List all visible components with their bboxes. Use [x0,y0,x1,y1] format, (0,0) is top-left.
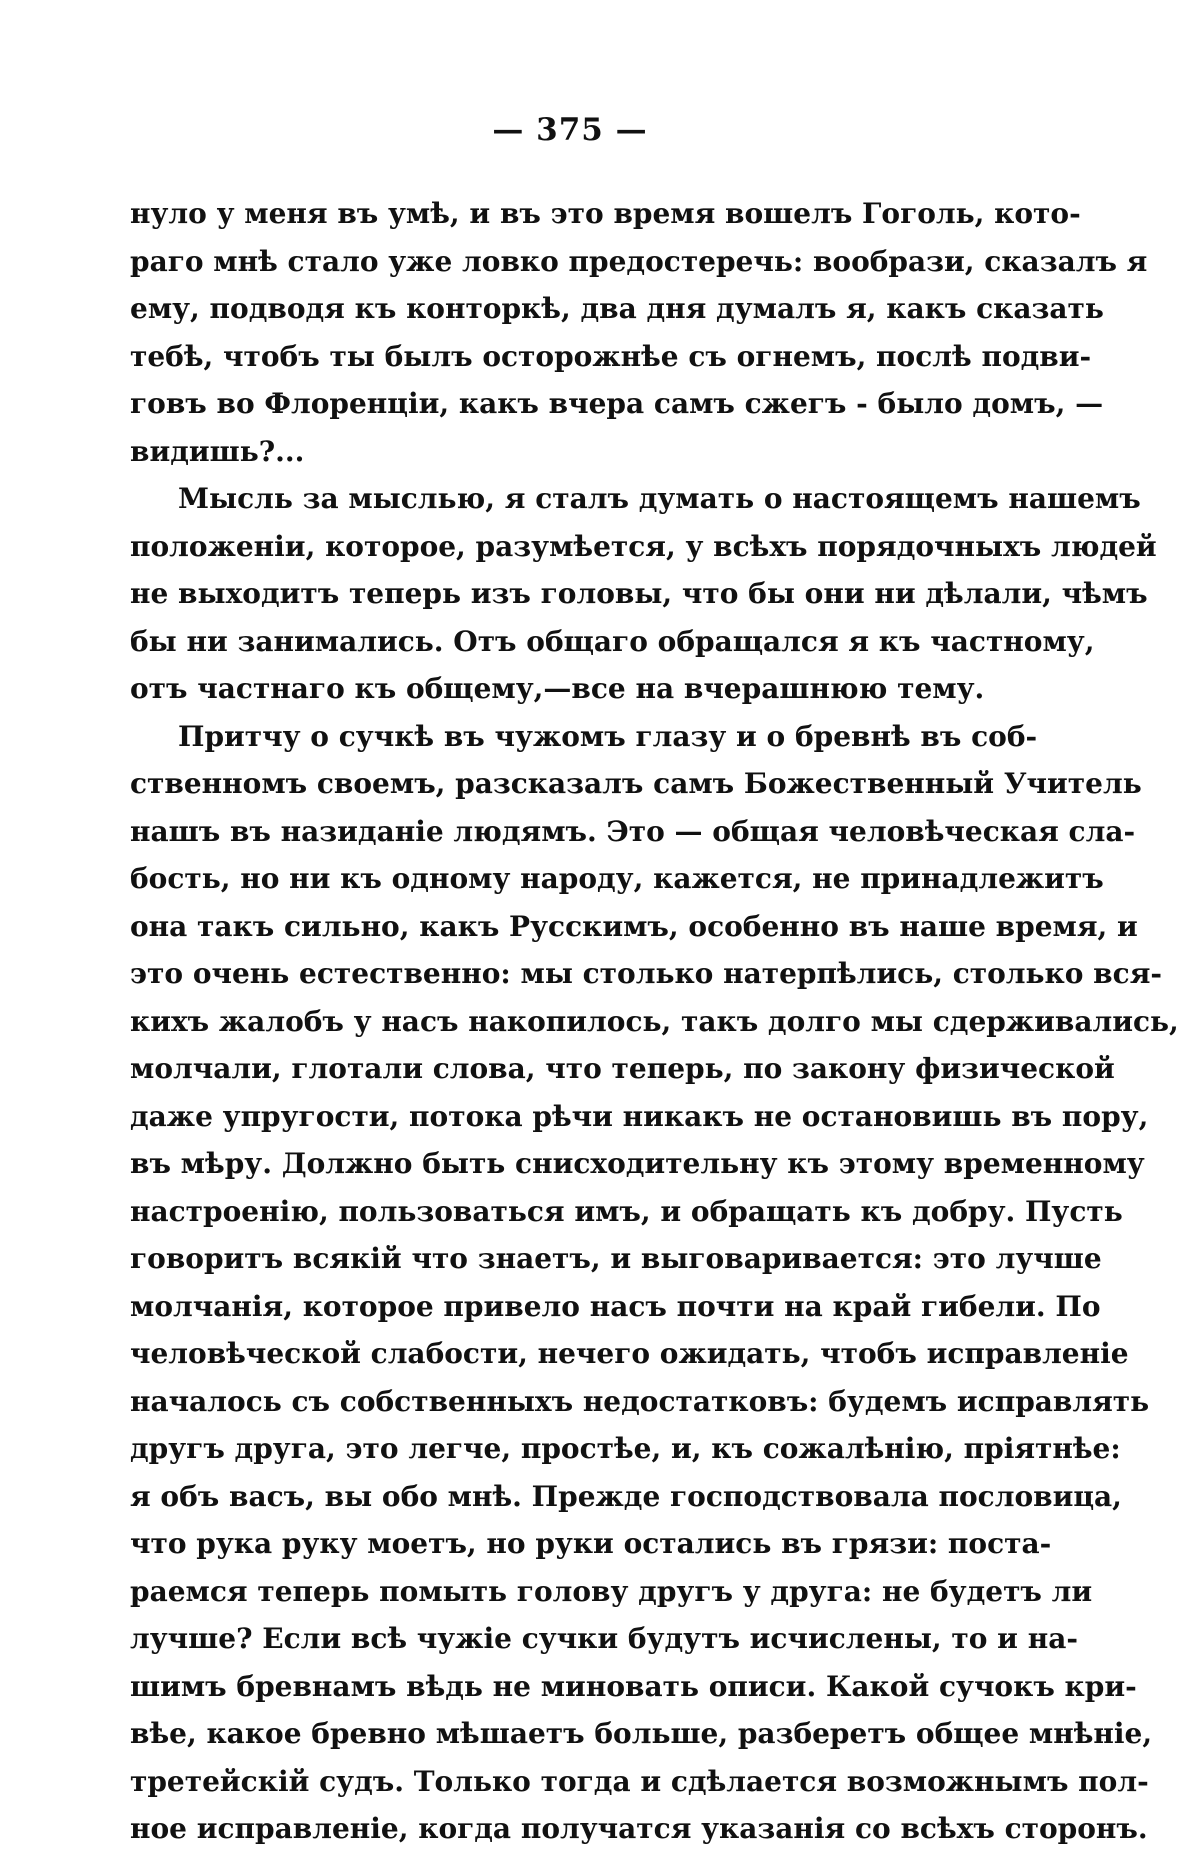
text-line: началось съ собственныхъ недостатковъ: будемъ исправлять [130,1384,1150,1418]
text-line: въ мѣру. Должно быть снисходительну къ этому временному [130,1147,1145,1180]
text-line: настроенію, пользоваться имъ, и обращать къ добру. Пусть [130,1194,1123,1228]
text-line: не выходитъ теперь изъ головы, что бы они ни дѣлали, чѣмъ [130,577,1148,610]
text-line: бы ни занимались. Отъ общаго обращался я къ частному, [130,624,1095,658]
text-line: положеніи, которое, разумѣется, у всѣхъ порядочныхъ людей [130,529,1157,563]
text-line: раемся теперь помыть голову другъ у друга: не будетъ ли [130,1574,1093,1608]
text-line: ное исправленіе, когда получатся указанія со всѣхъ сторонъ. [130,1812,1148,1845]
text-line: ему, подводя къ конторкѣ, два дня думалъ я, какъ сказать [130,292,1104,325]
text-line: человѣческой слабости, нечего ожидать, чтобъ исправленіе [130,1337,1129,1370]
page-number: — 375 — [492,112,648,148]
text-line: другъ друга, это легче, простѣе, и, къ сожалѣнію, пріятнѣе: [130,1432,1121,1465]
text-line: кихъ жалобъ у насъ накопилось, такъ долго мы сдерживались, [130,1004,1179,1038]
text-line: вѣе, какое бревно мѣшаетъ больше, разберетъ общее мнѣніе, [130,1717,1153,1750]
paragraph-first-line: Мысль за мыслью, я сталъ думать о настоящемъ нашемъ [178,482,1141,515]
text-line: говоритъ всякій что знаетъ, и выговаривается: это лучше [130,1242,1102,1275]
text-line: ственномъ своемъ, разсказалъ самъ Божественный Учитель [130,767,1142,800]
text-line: видишь?... [130,434,305,468]
text-line: нуло у меня въ умѣ, и въ это время вошелъ Гоголь, кото- [130,197,1081,230]
text-line: третейскій судъ. Только тогда и сдѣлается возможнымъ пол- [130,1764,1149,1798]
text-line: бость, но ни къ одному народу, кажется, не принадлежитъ [130,862,1104,895]
body-text [130,190,1179,1853]
text-line: даже упругости, потока рѣчи никакъ не остановишь въ пору, [130,1099,1149,1133]
text-line: что рука руку моетъ, но руки остались въ грязи: поста- [130,1527,1052,1560]
text-line: молчали, глотали слова, что теперь, по закону физической [130,1052,1115,1085]
text-line: это очень естественно: мы столько натерпѣлись, столько вся- [130,957,1162,990]
text-line: говъ во Флоренціи, какъ вчера самъ сжегъ - было домъ, — [130,387,1104,420]
text-line: раго мнѣ стало уже ловко предостеречь: вообрази, сказалъ я [130,244,1148,278]
text-line: отъ частнаго къ общему,—все на вчерашнюю тему. [130,672,985,705]
paragraph-first-line: Притчу о сучкѣ въ чужомъ глазу и о бревнѣ въ соб- [178,719,1038,753]
text-line: шимъ бревнамъ вѣдь не миновать описи. Какой сучокъ кри- [130,1669,1137,1703]
text-line: она такъ сильно, какъ Русскимъ, особенно въ наше время, и [130,909,1138,943]
text-line: тебѣ, чтобъ ты былъ осторожнѣе съ огнемъ, послѣ подви- [130,339,1092,373]
text-line: нашъ въ назиданіе людямъ. Это — общая человѣческая сла- [130,814,1136,848]
text-line: лучше? Если всѣ чужіе сучки будутъ исчислены, то и на- [130,1622,1078,1655]
text-line: я объ васъ, вы обо мнѣ. Прежде господствовала пословица, [130,1479,1122,1513]
text-line: молчанія, которое привело насъ почти на край гибели. По [130,1289,1101,1323]
